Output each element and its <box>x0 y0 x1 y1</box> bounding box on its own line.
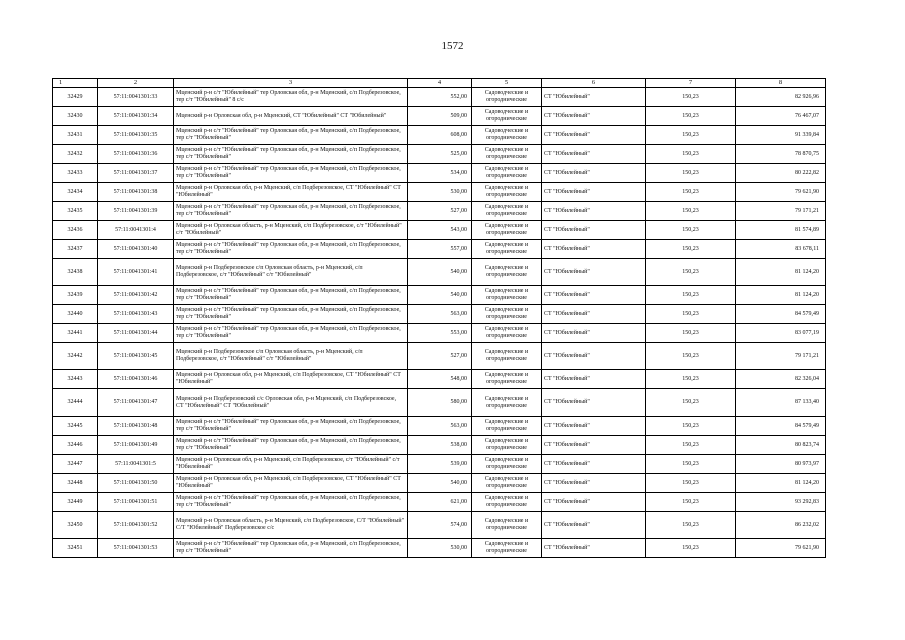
rate-cell: 150,23 <box>646 539 736 558</box>
cadastral-number-cell: 57:11:0041301:44 <box>98 324 174 343</box>
area-cell: 552,00 <box>408 88 472 107</box>
address-cell: Мценский р-н с/т "Юбилейный" тер Орловская обл, р-н Мценский, с/п Подберезовское, тер с/т "Юбилейный" 8 с/с <box>174 88 408 107</box>
column-header: 4 <box>408 79 472 88</box>
cadastral-value-cell: 86 232,02 <box>736 512 826 539</box>
land-use-cell: Садоводческие и огороднические <box>472 259 542 286</box>
area-cell: 540,00 <box>408 286 472 305</box>
table-row <box>53 305 826 324</box>
land-use-cell: Садоводческие и огороднические <box>472 370 542 389</box>
rate-cell: 150,23 <box>646 474 736 493</box>
rate-cell: 150,23 <box>646 286 736 305</box>
row-number-cell: 32450 <box>53 512 98 539</box>
rate-cell: 150,23 <box>646 88 736 107</box>
address-cell: Мценский р-н с/т "Юбилейный" тер Орловская обл, р-н Мценский, с/п Подберезовское, тер с/т "Юбилейный" <box>174 539 408 558</box>
cadastral-value-cell: 79 621,90 <box>736 539 826 558</box>
table-row <box>53 455 826 474</box>
cadastral-number-cell: 57:11:0041301:47 <box>98 389 174 417</box>
cadastral-value-cell: 82 326,04 <box>736 370 826 389</box>
land-use-cell: Садоводческие и огороднические <box>472 107 542 126</box>
row-number-cell: 32439 <box>53 286 98 305</box>
row-number-cell: 32444 <box>53 389 98 417</box>
land-use-cell: Садоводческие и огороднические <box>472 221 542 240</box>
row-number-cell: 32429 <box>53 88 98 107</box>
owner-cell: СТ "Юбилейный" <box>542 305 646 324</box>
owner-cell: СТ "Юбилейный" <box>542 389 646 417</box>
cadastral-number-cell: 57:11:0041301:49 <box>98 436 174 455</box>
address-cell: Мценский р-н Подберезовское с/п Орловская область, р-н Мценский, с/п Подберезовское, с/т "Юбилейный" с/т "Юбилейный" <box>174 259 408 286</box>
owner-cell: СТ "Юбилейный" <box>542 286 646 305</box>
address-cell: Мценский р-н с/т "Юбилейный" тер Орловская обл, р-н Мценский, с/п Подберезовское, тер с/т "Юбилейный" <box>174 164 408 183</box>
land-use-cell: Садоводческие и огороднические <box>472 202 542 221</box>
land-use-cell: Садоводческие и огороднические <box>472 493 542 512</box>
cadastral-number-cell: 57:11:0041301:48 <box>98 417 174 436</box>
table-row <box>53 324 826 343</box>
cadastral-value-cell: 80 973,97 <box>736 455 826 474</box>
land-use-cell: Садоводческие и огороднические <box>472 145 542 164</box>
land-use-cell: Садоводческие и огороднические <box>472 164 542 183</box>
area-cell: 534,00 <box>408 164 472 183</box>
land-use-cell: Садоводческие и огороднические <box>472 455 542 474</box>
table-row <box>53 240 826 259</box>
row-number-cell: 32441 <box>53 324 98 343</box>
land-use-cell: Садоводческие и огороднические <box>472 417 542 436</box>
owner-cell: СТ "Юбилейный" <box>542 324 646 343</box>
cadastral-number-cell: 57:11:0041301:36 <box>98 145 174 164</box>
rate-cell: 150,23 <box>646 240 736 259</box>
cadastral-value-cell: 83 077,19 <box>736 324 826 343</box>
land-use-cell: Садоводческие и огороднические <box>472 474 542 493</box>
cadastral-value-cell: 84 579,49 <box>736 305 826 324</box>
cadastral-value-cell: 81 124,20 <box>736 286 826 305</box>
table-row <box>53 474 826 493</box>
address-cell: Мценский р-н с/т "Юбилейный" тер Орловская обл, р-н Мценский, с/п Подберезовское, тер с/т "Юбилейный" <box>174 202 408 221</box>
cadastral-value-cell: 93 292,83 <box>736 493 826 512</box>
page-number: 1572 <box>441 40 464 52</box>
cadastral-value-cell: 79 171,21 <box>736 202 826 221</box>
owner-cell: СТ "Юбилейный" <box>542 436 646 455</box>
table-row <box>53 370 826 389</box>
address-cell: Мценский р-н с/т "Юбилейный" тер Орловская обл, р-н Мценский, с/п Подберезовское, тер с/т "Юбилейный" <box>174 126 408 145</box>
rate-cell: 150,23 <box>646 164 736 183</box>
address-cell: Мценский р-н Орловская обл, р-н Мценский, СТ "Юбилейный" СТ "Юбилейный" <box>174 107 408 126</box>
cadastral-number-cell: 57:11:0041301:33 <box>98 88 174 107</box>
rate-cell: 150,23 <box>646 389 736 417</box>
area-cell: 525,00 <box>408 145 472 164</box>
address-cell: Мценский р-н Подберезовское с/п Орловская область, р-н Мценский, с/п Подберезовское, с/т "Юбилейный" с/т "Юбилейный" <box>174 343 408 370</box>
column-header: 1 <box>53 79 98 88</box>
land-use-cell: Садоводческие и огороднические <box>472 539 542 558</box>
owner-cell: СТ "Юбилейный" <box>542 183 646 202</box>
area-cell: 527,00 <box>408 202 472 221</box>
address-cell: Мценский р-н Орловская область, р-н Мценский, с/п Подберезовское, С/Т "Юбилейный" С/Т "Юбилейный" Подберезовское с/с <box>174 512 408 539</box>
cadastral-number-cell: 57:11:0041301:42 <box>98 286 174 305</box>
address-cell: Мценский р-н с/т "Юбилейный" тер Орловская обл, р-н Мценский, с/п Подберезовское, тер с/т "Юбилейный" <box>174 493 408 512</box>
cadastral-value-cell: 81 124,20 <box>736 259 826 286</box>
column-header: 2 <box>98 79 174 88</box>
area-cell: 509,00 <box>408 107 472 126</box>
address-cell: Мценский р-н с/т "Юбилейный" тер Орловская обл, р-н Мценский, с/п Подберезовское, тер с/т "Юбилейный" <box>174 436 408 455</box>
cadastral-number-cell: 57:11:0041301:46 <box>98 370 174 389</box>
land-use-cell: Садоводческие и огороднические <box>472 286 542 305</box>
row-number-cell: 32431 <box>53 126 98 145</box>
address-cell: Мценский р-н Орловская область, р-н Мценский, с/п Подберезовское, с/т "Юбилейный" с/т "Юбилейный" <box>174 221 408 240</box>
area-cell: 540,00 <box>408 259 472 286</box>
owner-cell: СТ "Юбилейный" <box>542 88 646 107</box>
cadastral-number-cell: 57:11:0041301:50 <box>98 474 174 493</box>
cadastral-value-cell: 80 222,82 <box>736 164 826 183</box>
cadastral-number-cell: 57:11:0041301:52 <box>98 512 174 539</box>
area-cell: 557,00 <box>408 240 472 259</box>
owner-cell: СТ "Юбилейный" <box>542 370 646 389</box>
cadastral-number-cell: 57:11:0041301:41 <box>98 259 174 286</box>
land-use-cell: Садоводческие и огороднические <box>472 126 542 145</box>
cadastral-value-cell: 78 870,75 <box>736 145 826 164</box>
row-number-cell: 32449 <box>53 493 98 512</box>
cadastral-value-cell: 91 339,84 <box>736 126 826 145</box>
rate-cell: 150,23 <box>646 417 736 436</box>
address-cell: Мценский р-н с/т "Юбилейный" тер Орловская обл, р-н Мценский, с/п Подберезовское, тер с/т "Юбилейный" <box>174 240 408 259</box>
rate-cell: 150,23 <box>646 259 736 286</box>
row-number-cell: 32443 <box>53 370 98 389</box>
table-row <box>53 343 826 370</box>
area-cell: 530,00 <box>408 183 472 202</box>
table-row <box>53 202 826 221</box>
table-header-row <box>53 79 826 88</box>
area-cell: 608,00 <box>408 126 472 145</box>
owner-cell: СТ "Юбилейный" <box>542 539 646 558</box>
cadastral-number-cell: 57:11:0041301:35 <box>98 126 174 145</box>
land-use-cell: Садоводческие и огороднические <box>472 88 542 107</box>
owner-cell: СТ "Юбилейный" <box>542 240 646 259</box>
owner-cell: СТ "Юбилейный" <box>542 202 646 221</box>
table-row <box>53 164 826 183</box>
area-cell: 539,00 <box>408 455 472 474</box>
cadastral-value-cell: 80 823,74 <box>736 436 826 455</box>
area-cell: 543,00 <box>408 221 472 240</box>
owner-cell: СТ "Юбилейный" <box>542 493 646 512</box>
rate-cell: 150,23 <box>646 343 736 370</box>
land-use-cell: Садоводческие и огороднические <box>472 512 542 539</box>
cadastral-value-cell: 82 926,96 <box>736 88 826 107</box>
row-number-cell: 32432 <box>53 145 98 164</box>
table-row <box>53 493 826 512</box>
cadastral-value-cell: 84 579,49 <box>736 417 826 436</box>
row-number-cell: 32440 <box>53 305 98 324</box>
table-row <box>53 88 826 107</box>
table-row <box>53 286 826 305</box>
area-cell: 574,00 <box>408 512 472 539</box>
land-use-cell: Садоводческие и огороднические <box>472 183 542 202</box>
address-cell: Мценский р-н с/т "Юбилейный" тер Орловская обл, р-н Мценский, с/п Подберезовское, тер с/т "Юбилейный" <box>174 286 408 305</box>
row-number-cell: 32433 <box>53 164 98 183</box>
area-cell: 540,00 <box>408 474 472 493</box>
cadastral-number-cell: 57:11:0041301:4 <box>98 221 174 240</box>
area-cell: 621,00 <box>408 493 472 512</box>
address-cell: Мценский р-н Орловская обл, р-н Мценский, с/п Подберезовское, СТ "Юбилейный" СТ "Юбилейный" <box>174 474 408 493</box>
table-row <box>53 512 826 539</box>
rate-cell: 150,23 <box>646 221 736 240</box>
row-number-cell: 32430 <box>53 107 98 126</box>
land-use-cell: Садоводческие и огороднические <box>472 436 542 455</box>
column-header: 3 <box>174 79 408 88</box>
area-cell: 527,00 <box>408 343 472 370</box>
area-cell: 548,00 <box>408 370 472 389</box>
row-number-cell: 32438 <box>53 259 98 286</box>
table-row <box>53 389 826 417</box>
row-number-cell: 32445 <box>53 417 98 436</box>
area-cell: 563,00 <box>408 305 472 324</box>
column-header: 8 <box>736 79 826 88</box>
table-row <box>53 417 826 436</box>
cadastral-number-cell: 57:11:0041301:37 <box>98 164 174 183</box>
address-cell: Мценский р-н с/т "Юбилейный" тер Орловская обл, р-н Мценский, с/п Подберезовское, тер с/т "Юбилейный" <box>174 324 408 343</box>
cadastral-number-cell: 57:11:0041301:43 <box>98 305 174 324</box>
table-row <box>53 183 826 202</box>
table-row <box>53 221 826 240</box>
area-cell: 563,00 <box>408 417 472 436</box>
address-cell: Мценский р-н с/т "Юбилейный" тер Орловская обл, р-н Мценский, с/п Подберезовское, тер с/т "Юбилейный" <box>174 417 408 436</box>
owner-cell: СТ "Юбилейный" <box>542 145 646 164</box>
row-number-cell: 32446 <box>53 436 98 455</box>
rate-cell: 150,23 <box>646 512 736 539</box>
owner-cell: СТ "Юбилейный" <box>542 221 646 240</box>
rate-cell: 150,23 <box>646 493 736 512</box>
land-use-cell: Садоводческие и огороднические <box>472 240 542 259</box>
table-row <box>53 145 826 164</box>
table-body <box>53 88 826 558</box>
table-row <box>53 126 826 145</box>
rate-cell: 150,23 <box>646 324 736 343</box>
address-cell: Мценский р-н Орловская обл, р-н Мценский, с/п Подберезовское, с/т "Юбилейный" с/т "Юбилейный" <box>174 455 408 474</box>
address-cell: Мценский р-н с/т "Юбилейный" тер Орловская обл, р-н Мценский, с/п Подберезовское, тер с/т "Юбилейный" <box>174 145 408 164</box>
cadastral-number-cell: 57:11:0041301:51 <box>98 493 174 512</box>
land-use-cell: Садоводческие и огороднические <box>472 389 542 417</box>
table-row <box>53 436 826 455</box>
owner-cell: СТ "Юбилейный" <box>542 455 646 474</box>
address-cell: Мценский р-н Подберезовский с/с Орловская обл, р-н Мценский, с/п Подберезовское, СТ "Юбилейный" СТ "Юбилейный" <box>174 389 408 417</box>
cadastral-number-cell: 57:11:0041301:53 <box>98 539 174 558</box>
owner-cell: СТ "Юбилейный" <box>542 164 646 183</box>
cadastral-value-cell: 87 133,40 <box>736 389 826 417</box>
cadastral-number-cell: 57:11:0041301:39 <box>98 202 174 221</box>
cadastral-number-cell: 57:11:0041301:45 <box>98 343 174 370</box>
owner-cell: СТ "Юбилейный" <box>542 512 646 539</box>
rate-cell: 150,23 <box>646 107 736 126</box>
owner-cell: СТ "Юбилейный" <box>542 126 646 145</box>
area-cell: 538,00 <box>408 436 472 455</box>
cadastral-number-cell: 57:11:0041301:38 <box>98 183 174 202</box>
land-plots-table <box>52 78 826 558</box>
row-number-cell: 32436 <box>53 221 98 240</box>
rate-cell: 150,23 <box>646 436 736 455</box>
cadastral-value-cell: 79 171,21 <box>736 343 826 370</box>
cadastral-number-cell: 57:11:0041301:34 <box>98 107 174 126</box>
table-row <box>53 259 826 286</box>
row-number-cell: 32435 <box>53 202 98 221</box>
rate-cell: 150,23 <box>646 370 736 389</box>
rate-cell: 150,23 <box>646 455 736 474</box>
owner-cell: СТ "Юбилейный" <box>542 259 646 286</box>
land-use-cell: Садоводческие и огороднические <box>472 324 542 343</box>
row-number-cell: 32437 <box>53 240 98 259</box>
row-number-cell: 32442 <box>53 343 98 370</box>
rate-cell: 150,23 <box>646 202 736 221</box>
column-header: 6 <box>542 79 646 88</box>
area-cell: 553,00 <box>408 324 472 343</box>
row-number-cell: 32448 <box>53 474 98 493</box>
row-number-cell: 32434 <box>53 183 98 202</box>
owner-cell: СТ "Юбилейный" <box>542 474 646 493</box>
row-number-cell: 32447 <box>53 455 98 474</box>
table-row <box>53 107 826 126</box>
address-cell: Мценский р-н Орловская обл, р-н Мценский, с/п Подберезовское, СТ "Юбилейный" СТ "Юбилейный" <box>174 370 408 389</box>
land-use-cell: Садоводческие и огороднические <box>472 343 542 370</box>
address-cell: Мценский р-н с/т "Юбилейный" тер Орловская обл, р-н Мценский, с/п Подберезовское, тер с/т "Юбилейный" <box>174 305 408 324</box>
owner-cell: СТ "Юбилейный" <box>542 343 646 370</box>
cadastral-number-cell: 57:11:0041301:40 <box>98 240 174 259</box>
rate-cell: 150,23 <box>646 145 736 164</box>
cadastral-value-cell: 83 678,11 <box>736 240 826 259</box>
cadastral-value-cell: 81 124,20 <box>736 474 826 493</box>
table-row <box>53 539 826 558</box>
row-number-cell: 32451 <box>53 539 98 558</box>
owner-cell: СТ "Юбилейный" <box>542 107 646 126</box>
rate-cell: 150,23 <box>646 183 736 202</box>
area-cell: 530,00 <box>408 539 472 558</box>
address-cell: Мценский р-н Орловская обл, р-н Мценский, с/п Подберезовское, СТ "Юбилейный" СТ "Юбилейный" <box>174 183 408 202</box>
rate-cell: 150,23 <box>646 305 736 324</box>
area-cell: 580,00 <box>408 389 472 417</box>
land-use-cell: Садоводческие и огороднические <box>472 305 542 324</box>
cadastral-value-cell: 81 574,89 <box>736 221 826 240</box>
cadastral-value-cell: 79 621,90 <box>736 183 826 202</box>
column-header: 7 <box>646 79 736 88</box>
rate-cell: 150,23 <box>646 126 736 145</box>
column-header: 5 <box>472 79 542 88</box>
cadastral-value-cell: 76 467,07 <box>736 107 826 126</box>
cadastral-number-cell: 57:11:0041301:5 <box>98 455 174 474</box>
owner-cell: СТ "Юбилейный" <box>542 417 646 436</box>
